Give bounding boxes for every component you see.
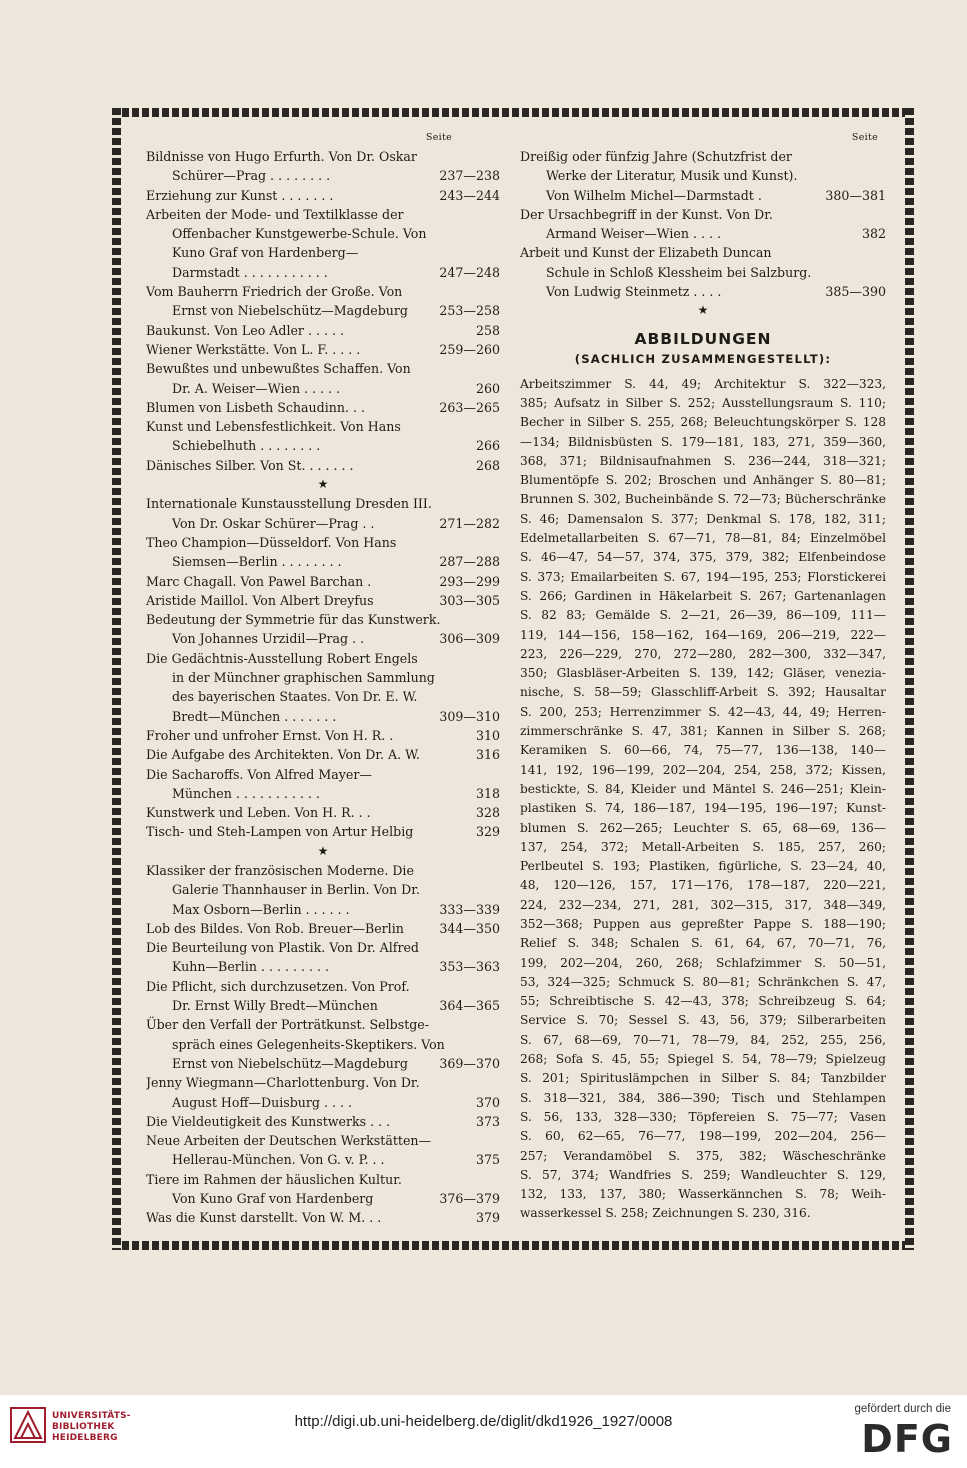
abbildungen-line: S. 82 83; Gemälde S. 2—21, 26—39, 86—109, 111— [520, 608, 886, 623]
toc-entry-line: Kuno Graf von Hardenberg— [172, 245, 359, 261]
toc-entry-pages: 303—305 [439, 592, 500, 608]
abbildungen-line: 53, 324—325; Schmuck S. 80—81; Schränkchen S. 47, [520, 974, 886, 989]
toc-entry [146, 147, 500, 186]
toc-entry [146, 398, 500, 417]
toc-right-entries [520, 147, 886, 321]
toc-entry-pages: 263—265 [439, 399, 500, 415]
abbildungen-line: wasserkessel S. 258; Zeichnungen S. 230, 316. [520, 1206, 811, 1221]
toc-entry [146, 494, 500, 533]
toc-entry-line: Neue Arbeiten der Deutschen Werkstätten— [146, 1133, 432, 1149]
decorative-border-right [905, 108, 914, 1250]
abbildungen-line: Blumentöpfe S. 202; Broschen und Anhänger S. 80—81; [520, 473, 886, 488]
toc-entry-line: Dr. A. Weiser—Wien . . . . . [172, 380, 341, 396]
toc-entry-line: Werke der Literatur, Musik und Kunst). [546, 168, 798, 184]
abbildungen-line: S. 318—321, 384, 386—390; Tisch und Stehlampen [520, 1090, 886, 1105]
abbildungen-line: bestickte, S. 84, Kleider und Mäntel S. 246—251; Klein- [520, 781, 886, 796]
toc-entry [520, 147, 886, 205]
abbildungen-line: S. 60, 62—65, 76—77, 198—199, 202—204, 256— [520, 1129, 886, 1144]
toc-entry-pages: 379 [475, 1210, 500, 1226]
toc-entry-pages: 373 [475, 1113, 500, 1129]
toc-entry-pages: 260 [475, 380, 500, 396]
toc-entry [146, 340, 500, 359]
toc-entry-line: in der Münchner graphischen Sammlung [172, 670, 435, 686]
toc-entry-line: August Hoff—Duisburg . . . . [172, 1094, 352, 1110]
abbildungen-line: plastiken S. 74, 186—187, 194—195, 196—197; Kunst- [520, 801, 886, 816]
logo-line-2: BIBLIOTHEK [52, 1422, 115, 1432]
toc-entry [146, 321, 500, 340]
abbildungen-line: Perlbeutel S. 193; Plastiken, figürliche, S. 23—24, 40, [520, 859, 886, 874]
toc-entry-line: Von Ludwig Steinmetz . . . . [546, 284, 722, 300]
toc-entry-pages: 370 [475, 1094, 500, 1110]
abbildungen-line: 350; Glasbläser-Arbeiten S. 139, 142; Gläser, venezia- [520, 666, 886, 681]
toc-entry [146, 649, 500, 726]
toc-entry [146, 822, 500, 841]
abbildungen-index [520, 375, 886, 1224]
toc-entry-line: Bewußtes und unbewußtes Schaffen. Von [146, 361, 411, 377]
toc-entry [520, 243, 886, 301]
toc-entry-pages: 309—310 [439, 708, 500, 724]
toc-entry [146, 205, 500, 282]
toc-entry-pages: 253—258 [439, 303, 500, 319]
toc-entry [146, 610, 500, 649]
toc-entry-pages: 316 [475, 747, 500, 763]
toc-entry-pages: 293—299 [439, 573, 500, 589]
toc-entry-line: Offenbacher Kunstgewerbe-Schule. Von [172, 226, 427, 242]
toc-entry [146, 765, 500, 804]
toc-entry-line: Galerie Thannhauser in Berlin. Von Dr. [172, 882, 420, 898]
toc-entry-line: Wiener Werkstätte. Von L. F. . . . . [146, 341, 361, 357]
abbildungen-line: Brunnen S. 302, Bucheinbände S. 72—73; Bücherschränke [520, 492, 886, 507]
toc-entry [146, 977, 500, 1016]
abbildungen-line: S. 46; Damensalon S. 377; Denkmal S. 178, 182, 311; [520, 511, 886, 526]
abbildungen-line: S. 373; Emailarbeiten S. 67, 194—195, 253; Florstickerei [520, 569, 886, 584]
toc-entry [146, 1208, 500, 1227]
abbildungen-line: 119, 144—156, 158—162, 164—169, 206—219, 222— [520, 627, 886, 642]
abbildungen-line: 132, 133, 137, 380; Wasserkännchen S. 78; Weih- [520, 1187, 886, 1202]
abbildungen-line: 385; Aufsatz in Silber S. 252; Ausstellungsraum S. 110; [520, 395, 886, 410]
abbildungen-line: S. 67, 68—69, 70—71, 78—79, 84, 252, 255, 256, [520, 1032, 886, 1047]
toc-entry-line: Baukunst. Von Leo Adler . . . . . [146, 322, 344, 338]
decorative-border-left [112, 108, 121, 1250]
decorative-border-top [112, 108, 914, 117]
abbildungen-line: S. 56, 133, 328—330; Töpfereien S. 75—77; Vasen [520, 1109, 886, 1124]
logo-line-1: UNIVERSITÄTS- [52, 1411, 131, 1421]
toc-entry-pages: 243—244 [439, 187, 500, 203]
abbildungen-line: Keramiken S. 60—66, 74, 75—77, 136—138, 140— [520, 743, 886, 758]
toc-entry-pages: 259—260 [439, 341, 500, 357]
toc-entry [146, 572, 500, 591]
section-divider-star: ★ [697, 303, 709, 318]
toc-entry-line: Blumen von Lisbeth Schaudinn. . . [146, 399, 365, 415]
toc-entry-line: Lob des Bildes. Von Rob. Breuer—Berlin [146, 920, 404, 936]
abbildungen-line: 257; Verandamöbel S. 375, 382; Wäscheschränke [520, 1148, 886, 1163]
toc-entry [146, 726, 500, 745]
toc-entry-line: Kunstwerk und Leben. Von H. R. . . [146, 805, 371, 821]
source-url-link[interactable]: http://digi.ub.uni-heidelberg.de/diglit/dkd1926_1927/0008 [294, 1413, 673, 1430]
abbildungen-line: Arbeitszimmer S. 44, 49; Architektur S. 322—323, [520, 376, 886, 391]
toc-entry-line: Marc Chagall. Von Pawel Barchan . [146, 573, 372, 589]
toc-entry [146, 1112, 500, 1131]
abbildungen-line: —134; Bildnisbüsten S. 179—181, 183, 271, 359—360, [520, 434, 886, 449]
toc-entry-line: Von Johannes Urzidil—Prag . . [172, 631, 365, 647]
toc-entry-line: Klassiker der französischen Moderne. Die [146, 862, 414, 878]
toc-entry-line: Arbeit und Kunst der Elizabeth Duncan [520, 245, 772, 261]
toc-entry-line: Aristide Maillol. Von Albert Dreyfus [146, 592, 374, 608]
toc-entry-line: Von Kuno Graf von Hardenberg [172, 1191, 374, 1207]
toc-entry-pages: 333—339 [439, 901, 500, 917]
toc-right-column [520, 128, 886, 1224]
toc-entry-line: Tisch- und Steh-Lampen von Artur Helbig [146, 824, 414, 840]
toc-entry-line: Froher und unfroher Ernst. Von H. R. . [146, 727, 394, 743]
toc-entry-line: Vom Bauherrn Friedrich der Große. Von [146, 284, 403, 300]
toc-entry-line: Erziehung zur Kunst . . . . . . . [146, 187, 334, 203]
abbildungen-line: 224, 232—234, 271, 281, 302—315, 317, 348—349, [520, 897, 886, 912]
toc-entry-line: Ernst von Niebelschütz—Magdeburg [172, 1055, 408, 1071]
abbildungen-line: 48, 120—126, 157, 171—176, 178—187, 220—221, [520, 878, 886, 893]
toc-entry-pages: 385—390 [825, 284, 886, 300]
abbildungen-line: 268; Sofa S. 45, 55; Spiegel S. 54, 78—79; Spielzeug [520, 1052, 886, 1067]
toc-entry-line: München . . . . . . . . . . . [172, 785, 320, 801]
abbildungen-line: S. 201; Spirituslämpchen in Silber S. 84; Tanzbilder [520, 1071, 886, 1086]
section-divider-star: ★ [317, 477, 329, 492]
toc-entry-line: Schürer—Prag . . . . . . . . [172, 168, 331, 184]
toc-entry-pages: 271—282 [439, 515, 500, 531]
abbildungen-line: 141, 192, 196—199, 202—204, 254, 258, 372; Kissen, [520, 762, 886, 777]
toc-entry-line: Ernst von Niebelschütz—Magdeburg [172, 303, 408, 319]
toc-entry-line: Der Ursachbegriff in der Kunst. Von Dr. [520, 206, 773, 222]
abbildungen-line: S. 46—47, 54—57, 374, 375, 379, 382; Elfenbeindose [520, 550, 886, 565]
section-divider-star: ★ [317, 843, 329, 858]
toc-entry-line: Armand Weiser—Wien . . . . [546, 226, 722, 242]
toc-entry-line: Bedeutung der Symmetrie für das Kunstwerk. [146, 612, 441, 628]
toc-entry-pages: 380—381 [825, 187, 886, 203]
abbildungen-line: Becher in Silber S. 255, 268; Beleuchtungskörper S. 128 [520, 415, 886, 430]
toc-entry-pages: 344—350 [439, 920, 500, 936]
toc-entry [146, 186, 500, 205]
toc-entry-line: Über den Verfall der Porträtkunst. Selbstge- [146, 1017, 430, 1033]
toc-entry [146, 1015, 500, 1073]
toc-entry [520, 205, 886, 244]
toc-entry-line: Jenny Wiegmann—Charlottenburg. Von Dr. [146, 1075, 420, 1091]
toc-entry [146, 919, 500, 938]
toc-entry [146, 417, 500, 456]
toc-entry [146, 1170, 500, 1209]
toc-entry-line: Darmstadt . . . . . . . . . . . [172, 264, 328, 280]
abbildungen-line: 199, 202—204, 260, 268; Schlafzimmer S. 50—51, [520, 955, 886, 970]
toc-entry-pages: 329 [475, 824, 500, 840]
toc-entry [146, 359, 500, 398]
abbildungen-line: 352—368; Puppen aus gepreßter Pappe S. 188—190; [520, 916, 886, 931]
toc-entry-line: Die Aufgabe des Architekten. Von Dr. A. W. [146, 747, 420, 763]
abbildungen-line: 223, 226—229, 270, 272—280, 282—300, 332—347, [520, 646, 886, 661]
abbildungen-line: blumen S. 262—265; Leuchter S. 65, 68—69, 136— [520, 820, 886, 835]
toc-entry-line: des bayerischen Staates. Von Dr. E. W. [172, 689, 418, 705]
toc-entry-line: Dänisches Silber. Von St. . . . . . . [146, 457, 354, 473]
toc-entry-pages: 328 [475, 805, 500, 821]
toc-entry-pages: 375 [475, 1152, 500, 1168]
toc-entry-line: Dr. Ernst Willy Bredt—München [172, 998, 378, 1014]
abbildungen-line: Edelmetallarbeiten S. 67—71, 78—81, 84; Einzelmöbel [520, 531, 886, 546]
footer-bar [0, 1395, 967, 1468]
abbildungen-line: 368, 371; Bildnisaufnahmen S. 236—244, 318—321; [520, 453, 886, 468]
toc-entry-pages: 237—238 [439, 168, 500, 184]
toc-entry-line: Siemsen—Berlin . . . . . . . . [172, 554, 342, 570]
toc-entry [146, 1073, 500, 1112]
abbildungen-line: S. 57, 374; Wandfries S. 259; Wandleuchter S. 129, [520, 1167, 886, 1182]
toc-left-column [146, 128, 500, 1228]
toc-entry-line: Dreißig oder fünfzig Jahre (Schutzfrist der [520, 149, 792, 164]
toc-entry [146, 938, 500, 977]
abbildungen-title: ABBILDUNGEN [634, 329, 772, 348]
toc-entry-line: Was die Kunst darstellt. Von W. M. . . [146, 1210, 382, 1226]
toc-entry [146, 745, 500, 764]
toc-entry-line: Max Osborn—Berlin . . . . . . [172, 901, 350, 917]
seite-heading-right: Seite [851, 132, 878, 143]
decorative-border-bottom [112, 1241, 914, 1250]
abbildungen-line: 137, 254, 372; Metall-Arbeiten S. 185, 257, 260; [520, 839, 886, 854]
toc-entry-line: spräch eines Gelegenheits-Skeptikers. Von [172, 1036, 445, 1052]
toc-entry [146, 533, 500, 572]
abbildungen-line: 55; Schreibtische S. 42—43, 378; Schreibzeug S. 64; [520, 994, 886, 1009]
dfg-logo: DFG [861, 1417, 953, 1461]
toc-entry-line: Arbeiten der Mode- und Textilklasse der [146, 206, 404, 222]
toc-entry-line: Die Sacharoffs. Von Alfred Mayer— [146, 766, 372, 782]
toc-entry [146, 861, 500, 919]
toc-entry-pages: 258 [475, 322, 500, 338]
toc-entry-line: Von Dr. Oskar Schürer—Prag . . [172, 515, 375, 531]
toc-entry-pages: 287—288 [439, 554, 500, 570]
toc-entry-pages: 247—248 [439, 264, 500, 280]
toc-entry-pages: 364—365 [439, 998, 500, 1014]
abbildungen-line: zimmerschränke S. 47, 381; Kannen in Silber S. 268; [520, 724, 886, 739]
logo-line-3: HEIDELBERG [52, 1433, 118, 1443]
toc-entry-line: Kunst und Lebensfestlichkeit. Von Hans [146, 419, 401, 435]
toc-entry-pages: 306—309 [439, 631, 500, 647]
abbildungen-line: S. 200, 253; Herrenzimmer S. 42—43, 44, 49; Herren- [520, 704, 886, 719]
toc-entry-line: Internationale Kunstausstellung Dresden III. [146, 496, 432, 512]
abbildungen-line: Service S. 70; Sessel S. 43, 56, 379; Silberarbeiten [520, 1013, 886, 1028]
toc-entry [146, 282, 500, 321]
toc-left-entries [146, 147, 500, 1228]
toc-entry-pages: 369—370 [439, 1055, 500, 1071]
toc-entry [146, 803, 500, 822]
abbildungen-line: nische, S. 58—59; Glasschliff-Arbeit S. 392; Hausaltar [520, 685, 886, 700]
toc-entry-pages: 382 [861, 226, 886, 242]
toc-entry-line: Die Beurteilung von Plastik. Von Dr. Alfred [146, 940, 419, 956]
toc-entry [146, 591, 500, 610]
toc-entry-line: Die Pflicht, sich durchzusetzen. Von Prof. [146, 978, 410, 994]
toc-entry-line: Kuhn—Berlin . . . . . . . . . [172, 959, 330, 975]
toc-entry-pages: 268 [475, 457, 500, 473]
toc-entry-pages: 376—379 [439, 1191, 500, 1207]
toc-entry-pages: 266 [475, 438, 500, 454]
toc-entry-line: Bildnisse von Hugo Erfurth. Von Dr. Oskar [146, 149, 417, 164]
toc-entry-pages: 310 [475, 727, 500, 743]
toc-entry-line: Theo Champion—Düsseldorf. Von Hans [146, 534, 397, 550]
toc-entry [146, 456, 500, 475]
abbildungen-line: S. 266; Gardinen in Häkelarbeit S. 267; Gartenanlagen [520, 588, 886, 603]
toc-entry-line: Schule in Schloß Klessheim bei Salzburg. [546, 264, 812, 280]
toc-entry [146, 1131, 500, 1170]
toc-entry-line: Von Wilhelm Michel—Darmstadt . [546, 187, 762, 203]
dfg-caption: gefördert durch die [854, 1403, 951, 1415]
abbildungen-subtitle: (SACHLICH ZUSAMMENGESTELLT): [574, 351, 832, 366]
abbildungen-line: Relief S. 348; Schalen S. 61, 64, 67, 70—71, 76, [520, 936, 886, 951]
toc-entry-line: Bredt—München . . . . . . . [172, 708, 337, 724]
toc-entry-line: Die Vieldeutigkeit des Kunstwerks . . . [146, 1113, 391, 1129]
toc-entry-line: Schiebelhuth . . . . . . . . [172, 438, 321, 454]
toc-entry-line: Die Gedächtnis-Ausstellung Robert Engels [146, 650, 418, 666]
seite-heading-left: Seite [425, 132, 452, 143]
toc-entry-line: Tiere im Rahmen der häuslichen Kultur. [146, 1171, 402, 1187]
toc-entry-pages: 318 [475, 785, 500, 801]
toc-entry-line: Hellerau-München. Von G. v. P. . . [172, 1152, 385, 1168]
toc-entry-pages: 353—363 [439, 959, 500, 975]
